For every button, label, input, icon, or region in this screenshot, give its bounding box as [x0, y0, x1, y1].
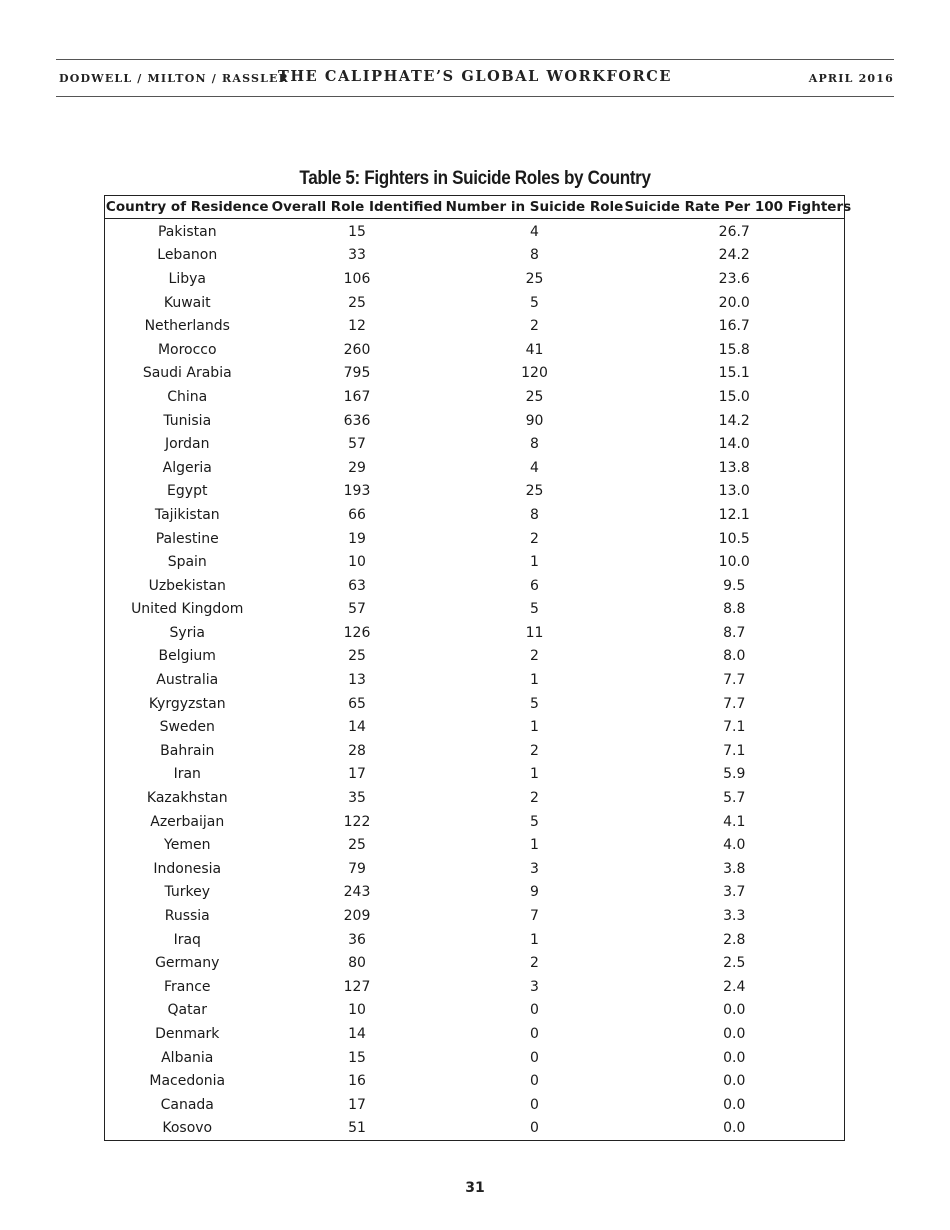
- table-row: [105, 1046, 845, 1070]
- table-row: [105, 480, 845, 504]
- cell-country: Germany: [155, 955, 220, 972]
- cell-overall-role: 57: [348, 601, 366, 618]
- cell-suicide-role-count: 11: [525, 624, 544, 641]
- cell-overall-role: 14: [348, 1025, 366, 1042]
- table-row: [105, 598, 845, 622]
- cell-country: Kosovo: [162, 1120, 213, 1137]
- table-row: [105, 574, 845, 598]
- table-row: [105, 692, 845, 716]
- cell-suicide-rate: 0.0: [723, 1073, 746, 1090]
- table-row: [105, 739, 845, 763]
- cell-suicide-rate: 3.7: [723, 884, 746, 901]
- cell-suicide-rate: 2.8: [723, 931, 746, 948]
- cell-suicide-role-count: 0: [530, 1096, 539, 1113]
- cell-suicide-rate: 14.2: [718, 412, 750, 429]
- cell-suicide-rate: 7.7: [723, 672, 746, 689]
- cell-suicide-rate: 15.8: [718, 341, 750, 358]
- cell-country: Jordan: [164, 436, 210, 453]
- cell-country: Pakistan: [157, 223, 217, 240]
- cell-suicide-rate: 0.0: [723, 1049, 746, 1066]
- cell-suicide-rate: 13.0: [718, 483, 750, 500]
- cell-country: China: [167, 388, 208, 405]
- cell-country: Lebanon: [157, 247, 218, 264]
- table-row: [105, 645, 845, 669]
- table-row: [105, 244, 845, 268]
- cell-suicide-role-count: 0: [530, 1049, 539, 1066]
- cell-country: Iran: [173, 766, 201, 783]
- cell-suicide-role-count: 2: [530, 742, 539, 759]
- cell-country: United Kingdom: [131, 601, 244, 618]
- table-row: [105, 456, 845, 480]
- cell-suicide-role-count: 90: [525, 412, 544, 429]
- cell-suicide-role-count: 4: [530, 459, 539, 476]
- cell-country: Syria: [169, 624, 205, 641]
- table-row: [105, 975, 845, 999]
- cell-suicide-role-count: 41: [525, 341, 544, 358]
- cell-country: Indonesia: [153, 860, 222, 877]
- cell-suicide-role-count: 5: [530, 695, 539, 712]
- table-row: [105, 999, 845, 1023]
- cell-overall-role: 636: [343, 412, 371, 429]
- table-row: [105, 763, 845, 787]
- cell-suicide-role-count: 9: [530, 884, 539, 901]
- cell-overall-role: 127: [343, 978, 371, 995]
- cell-suicide-rate: 7.1: [723, 719, 746, 736]
- cell-overall-role: 126: [343, 624, 371, 641]
- cell-suicide-rate: 12.1: [718, 506, 750, 523]
- cell-overall-role: 243: [343, 884, 371, 901]
- cell-overall-role: 25: [348, 648, 366, 665]
- cell-overall-role: 13: [348, 672, 366, 689]
- cell-overall-role: 51: [348, 1120, 366, 1137]
- cell-suicide-role-count: 6: [530, 577, 539, 594]
- table-row: [105, 432, 845, 456]
- cell-country: Denmark: [155, 1025, 220, 1042]
- table-row: [105, 833, 845, 857]
- cell-suicide-rate: 7.7: [723, 695, 746, 712]
- cell-overall-role: 106: [343, 270, 371, 287]
- cell-country: Tajikistan: [154, 506, 220, 523]
- cell-overall-role: 16: [348, 1073, 366, 1090]
- table-body: [105, 219, 845, 1141]
- cell-suicide-rate: 24.2: [718, 247, 750, 264]
- cell-country: Algeria: [162, 459, 212, 476]
- table-title: Table 5: Fighters in Suicide Roles by Country: [299, 168, 651, 189]
- cell-country: Azerbaijan: [150, 813, 225, 830]
- table-row: [105, 385, 845, 409]
- cell-overall-role: 35: [348, 790, 366, 807]
- cell-suicide-rate: 13.8: [718, 459, 750, 476]
- table-row: [105, 409, 845, 433]
- table-row: [105, 291, 845, 315]
- cell-country: Palestine: [155, 530, 219, 547]
- cell-suicide-role-count: 1: [530, 672, 539, 689]
- table-row: [105, 267, 845, 291]
- table-row: [105, 527, 845, 551]
- cell-country: Australia: [156, 672, 219, 689]
- cell-overall-role: 25: [348, 294, 366, 311]
- cell-suicide-rate: 5.7: [723, 790, 746, 807]
- cell-suicide-role-count: 2: [530, 790, 539, 807]
- cell-overall-role: 65: [348, 695, 366, 712]
- cell-suicide-rate: 8.8: [723, 601, 746, 618]
- cell-country: Canada: [160, 1096, 214, 1113]
- cell-overall-role: 36: [348, 931, 366, 948]
- cell-country: Uzbekistan: [148, 577, 226, 594]
- cell-suicide-role-count: 2: [530, 530, 539, 547]
- cell-suicide-role-count: 25: [525, 388, 544, 405]
- cell-suicide-rate: 14.0: [718, 436, 750, 453]
- cell-country: Albania: [161, 1049, 214, 1066]
- cell-country: Sweden: [159, 719, 215, 736]
- header-publication-title: THE CALIPHATE’S GLOBAL WORKFORCE: [277, 68, 673, 85]
- cell-overall-role: 66: [348, 506, 366, 523]
- table-row: [105, 904, 845, 928]
- column-header-suicide-role-count: Number in Suicide Role: [445, 196, 625, 219]
- cell-overall-role: 10: [348, 554, 366, 571]
- header-date: APRIL 2016: [808, 72, 894, 85]
- cell-country: Iraq: [173, 931, 201, 948]
- cell-suicide-role-count: 8: [530, 506, 539, 523]
- cell-overall-role: 193: [343, 483, 371, 500]
- cell-country: Spain: [167, 554, 207, 571]
- cell-suicide-rate: 0.0: [723, 1096, 746, 1113]
- cell-overall-role: 15: [348, 1049, 366, 1066]
- cell-suicide-role-count: 2: [530, 318, 539, 335]
- cell-suicide-role-count: 1: [530, 766, 539, 783]
- cell-suicide-role-count: 1: [530, 554, 539, 571]
- cell-country: Morocco: [157, 341, 217, 358]
- cell-overall-role: 14: [348, 719, 366, 736]
- cell-suicide-rate: 10.0: [718, 554, 750, 571]
- cell-country: Macedonia: [149, 1073, 226, 1090]
- cell-suicide-rate: 16.7: [718, 318, 750, 335]
- cell-suicide-role-count: 4: [530, 223, 539, 240]
- cell-overall-role: 167: [343, 388, 371, 405]
- table-row: [105, 1069, 845, 1093]
- cell-overall-role: 15: [348, 223, 366, 240]
- cell-suicide-role-count: 0: [530, 1120, 539, 1137]
- cell-suicide-rate: 4.0: [723, 837, 746, 854]
- cell-suicide-role-count: 8: [530, 247, 539, 264]
- cell-suicide-rate: 3.3: [723, 908, 746, 925]
- cell-country: Kazakhstan: [146, 790, 228, 807]
- cell-suicide-role-count: 5: [530, 813, 539, 830]
- cell-overall-role: 19: [348, 530, 366, 547]
- cell-country: Egypt: [167, 483, 208, 500]
- table-row: [105, 881, 845, 905]
- table-row: [105, 219, 845, 244]
- cell-country: Netherlands: [144, 318, 230, 335]
- cell-suicide-role-count: 1: [530, 719, 539, 736]
- column-header-overall-role: Overall Role Identified: [270, 196, 445, 219]
- cell-suicide-role-count: 7: [530, 908, 539, 925]
- cell-overall-role: 25: [348, 837, 366, 854]
- cell-suicide-rate: 5.9: [723, 766, 746, 783]
- cell-suicide-rate: 23.6: [718, 270, 750, 287]
- table-row: [105, 503, 845, 527]
- cell-suicide-role-count: 1: [530, 837, 539, 854]
- header-authors: DODWELL / MILTON / RASSLER: [59, 72, 289, 85]
- cell-suicide-rate: 15.0: [718, 388, 750, 405]
- cell-suicide-rate: 8.7: [723, 624, 746, 641]
- table-row: [105, 1093, 845, 1117]
- running-header: [56, 59, 894, 97]
- table-row: [105, 550, 845, 574]
- cell-suicide-rate: 8.0: [723, 648, 746, 665]
- table-row: [105, 1022, 845, 1046]
- cell-overall-role: 795: [343, 365, 371, 382]
- table-row: [105, 362, 845, 386]
- cell-country: Turkey: [164, 884, 211, 901]
- table-row: [105, 951, 845, 975]
- cell-overall-role: 33: [348, 247, 366, 264]
- cell-country: France: [163, 978, 211, 995]
- cell-suicide-rate: 4.1: [723, 813, 746, 830]
- cell-suicide-rate: 26.7: [718, 223, 750, 240]
- cell-suicide-role-count: 3: [530, 860, 539, 877]
- cell-suicide-role-count: 5: [530, 601, 539, 618]
- page-number: 31: [465, 1180, 485, 1196]
- table-row: [105, 857, 845, 881]
- cell-country: Russia: [164, 908, 210, 925]
- cell-country: Kyrgyzstan: [148, 695, 226, 712]
- cell-suicide-rate: 10.5: [718, 530, 750, 547]
- cell-suicide-role-count: 8: [530, 436, 539, 453]
- table-row: [105, 314, 845, 338]
- cell-overall-role: 122: [343, 813, 371, 830]
- cell-overall-role: 80: [348, 955, 366, 972]
- cell-suicide-role-count: 3: [530, 978, 539, 995]
- cell-overall-role: 57: [348, 436, 366, 453]
- cell-country: Libya: [168, 270, 206, 287]
- cell-suicide-role-count: 0: [530, 1025, 539, 1042]
- cell-country: Belgium: [158, 648, 216, 665]
- table-row: [105, 668, 845, 692]
- cell-suicide-role-count: 1: [530, 931, 539, 948]
- cell-suicide-rate: 15.1: [718, 365, 750, 382]
- cell-suicide-rate: 20.0: [718, 294, 750, 311]
- suicide-roles-table: [104, 195, 852, 1141]
- table-row: [105, 928, 845, 952]
- cell-country: Tunisia: [163, 412, 212, 429]
- cell-suicide-rate: 9.5: [723, 577, 746, 594]
- cell-overall-role: 17: [348, 766, 366, 783]
- cell-overall-role: 260: [343, 341, 371, 358]
- cell-suicide-role-count: 5: [530, 294, 539, 311]
- cell-country: Qatar: [167, 1002, 207, 1019]
- cell-suicide-role-count: 2: [530, 955, 539, 972]
- cell-overall-role: 79: [348, 860, 366, 877]
- cell-suicide-rate: 0.0: [723, 1002, 746, 1019]
- cell-country: Bahrain: [160, 742, 215, 759]
- table-row: [105, 621, 845, 645]
- cell-overall-role: 17: [348, 1096, 366, 1113]
- cell-suicide-rate: 2.4: [723, 978, 746, 995]
- cell-suicide-role-count: 25: [525, 270, 544, 287]
- cell-suicide-rate: 0.0: [723, 1120, 746, 1137]
- cell-country: Saudi Arabia: [142, 365, 232, 382]
- table-row: [105, 338, 845, 362]
- table-row: [105, 715, 845, 739]
- cell-suicide-role-count: 120: [521, 365, 548, 382]
- cell-overall-role: 209: [343, 908, 371, 925]
- cell-overall-role: 29: [348, 459, 366, 476]
- cell-country: Yemen: [164, 837, 211, 854]
- table-row: [105, 810, 845, 834]
- cell-suicide-role-count: 25: [525, 483, 544, 500]
- column-header-country: Country of Residence: [105, 196, 270, 219]
- cell-suicide-rate: 2.5: [723, 955, 746, 972]
- column-header-suicide-rate: Suicide Rate Per 100 Fighters: [625, 196, 845, 219]
- cell-suicide-rate: 3.8: [723, 860, 746, 877]
- table-row: [105, 1117, 845, 1141]
- cell-suicide-rate: 7.1: [723, 742, 746, 759]
- cell-overall-role: 63: [348, 577, 366, 594]
- cell-country: Kuwait: [163, 294, 211, 311]
- cell-overall-role: 28: [348, 742, 366, 759]
- cell-overall-role: 10: [348, 1002, 366, 1019]
- table-header-row: [105, 196, 845, 219]
- cell-suicide-rate: 0.0: [723, 1025, 746, 1042]
- cell-suicide-role-count: 0: [530, 1073, 539, 1090]
- table-row: [105, 786, 845, 810]
- cell-suicide-role-count: 2: [530, 648, 539, 665]
- cell-overall-role: 12: [348, 318, 366, 335]
- cell-suicide-role-count: 0: [530, 1002, 539, 1019]
